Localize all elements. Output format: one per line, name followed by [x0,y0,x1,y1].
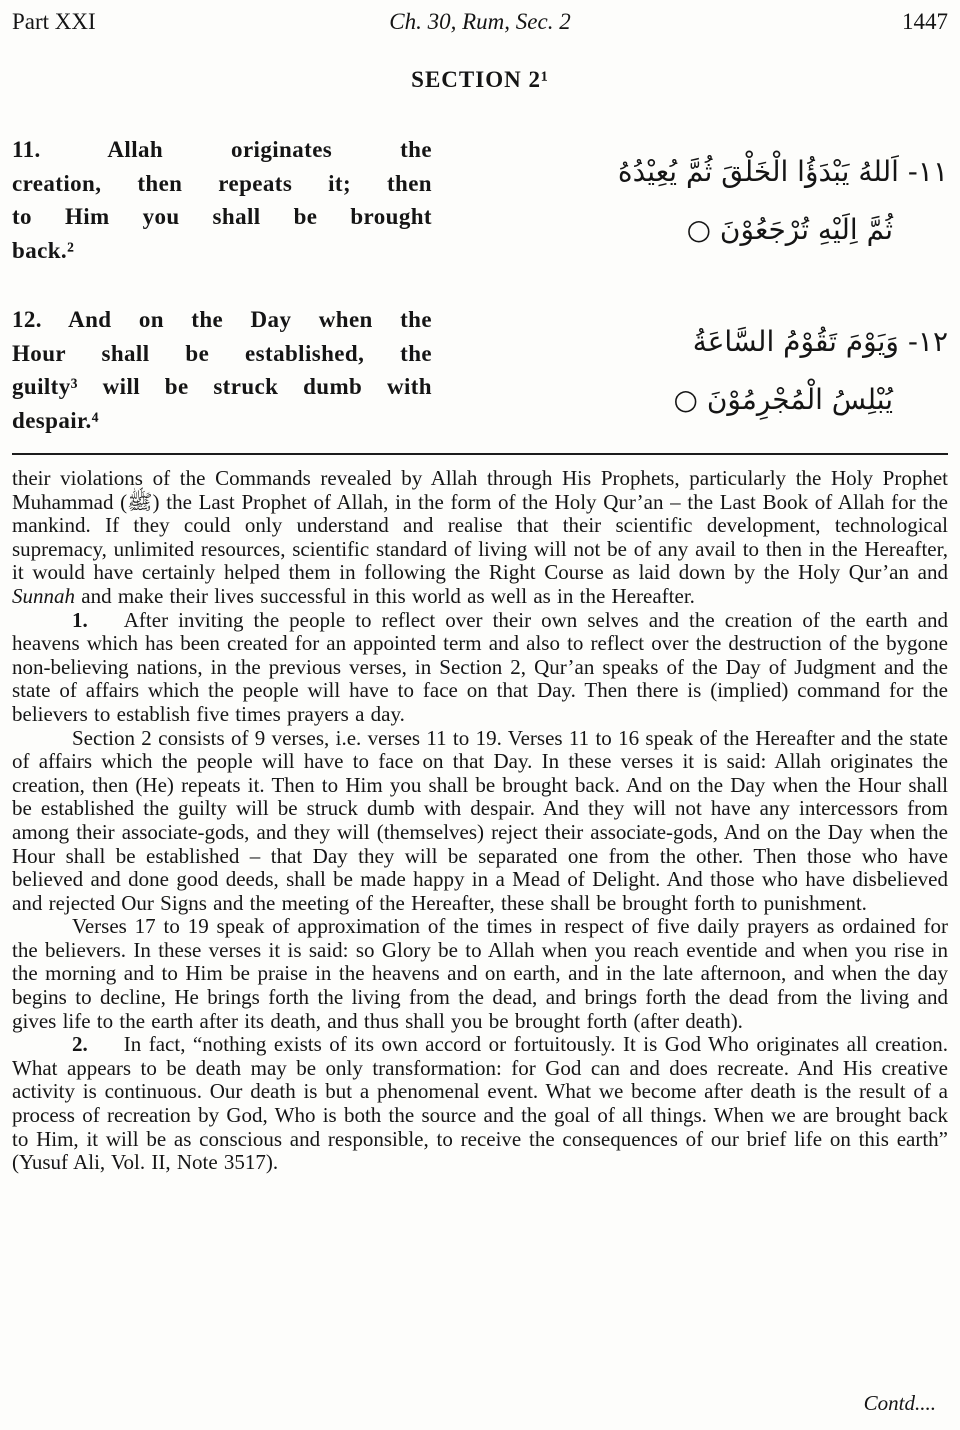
verse-text-line: despair.⁴ [12,407,99,433]
verse-11-arabic [460,133,948,267]
verse-11-row [12,133,948,267]
verse-text-line: 12. And on the Day when the [12,307,432,332]
commentary-section [12,467,948,1175]
arabic-verse-line: يُبْلِسُ الْمُجْرِمُوْنَ ○ [673,383,893,416]
verse-12-row [12,303,948,437]
verse-text-line: back.² [12,237,75,263]
arabic-verse-line: ثُمَّ اِلَيْهِ تُرْجَعُوْنَ ○ [686,213,893,246]
verse-12-english [12,303,432,437]
verse-text-line: 11. Allah originates the [12,137,432,162]
paragraph-text: Section 2 consists of 9 verses, i.e. verses 11 to 19. Verses 11 to 16 speak of the Hereafter and the state of affairs which the people will have to face on that Day. In these verses it is said: Allah originates the creation, then (He) repeats it. Then to Him you shall be brought back. And on the Day when the Hour shall be established the guilty will be struck dumb with despair. And they will not have any intercessors from among their associate-gods, and they will (themselves) reject their associate-gods, And on the Day when the Hour shall be established – that Day they will be separated one from the other. Then those who have believed and done good deeds, shall be made happy in a Mead of Delight. And those who have disbelieved and rejected Our Signs and the meeting of the Hereafter, these shall be brought forth to punishment. [12,725,948,915]
verse-11-english [12,133,432,267]
verse-text-line: guilty³ will be struck dumb with [12,374,432,399]
arabic-verse-line: ١٢- وَيَوْمَ تَقُوْمُ السَّاعَةُ [692,325,948,358]
section-title: SECTION 2¹ [411,67,549,92]
paragraph-text: and make their lives successful in this world as well as in the Hereafter. [75,583,695,608]
arabic-verse-line: ١١- اَللهُ يَبْدَؤُا الْخَلْقَ ثُمَّ يُعِيْدُهُ [617,155,948,188]
footnote-number: 2. [72,1032,88,1057]
footnote-2 [12,1033,948,1175]
italic-term: Sunnah [12,583,75,608]
paragraph-text: their violations of the Commands revealed by Allah through His Prophets, particularly the Holy Prophet Muhammad (ﷺ) the Last Prophet of Allah, in the form of the Holy Qur’an – the Last Book of Allah for the mankind. If they could only understand and realise that their scientific development, technological supremacy, unlimited resources, scientific standard of living will not be of any avail to then in the Hereafter, it would have certainly helped them in following the Right Course as laid down by the Holy Qur’an and [12,466,948,585]
footnote-number: 1. [72,607,88,632]
divider-rule [12,453,948,455]
page-number: 1447 [902,9,948,34]
verse-text-line: creation, then repeats it; then [12,170,432,196]
paragraph-section2-summary [12,727,948,916]
page-header [12,8,948,35]
paragraph-text: Verses 17 to 19 speak of approximation of the times in respect of five daily prayers as ordained for the believers. In these verses it is said: so Glory be to Allah when you reach eventide and when you rise in the morning and to Him be praise in the heavens and on earth, and in the late afternoon, and when the day begins to decline, He brings forth the living from the dead, and brings forth the dead from the living and gives life to the earth after its death, and thus shall you be brought forth (after death). [12,914,948,1033]
contd-label: Contd.... [863,1391,936,1415]
verse-text-line: to Him you shall be brought [12,204,432,229]
paragraph-continuation [12,467,948,609]
paragraph-text: After inviting the people to reflect over their own selves and the creation of the earth and heavens which has been created for an appointed term and also to reflect over the destruction of the bygone non-believing nations, in the previous verses, in Section 2, Qur’an speaks of the Day of Judgment and the state of affairs which the people will have to face on that Day. Then there is (implied) command for the believers to establish five times prayers a day. [12,607,948,726]
part-label: Part XXI [12,9,96,34]
verse-12-arabic [460,303,948,437]
paragraph-text: In fact, “nothing exists of its own accord or fortuitously. It is God Who originates all creation. What appears to be death may be only transformation: for God can and does recreate. And His creative activity is continuous. Our death is but a phenomenal event. What we become after death is the result of a process of recreation by God, Who is both the source and the goal of all things. When we are brought back to Him, it will be as conscious and responsible, to receive the consequences of our brief life on this earth” (Yusuf Ali, Vol. II, Note 3517). [12,1032,948,1175]
verse-text-line: Hour shall be established, the [12,340,432,366]
chapter-title: Ch. 30, Rum, Sec. 2 [389,9,571,34]
paragraph-verses-17-19 [12,915,948,1033]
footnote-1 [12,609,948,727]
